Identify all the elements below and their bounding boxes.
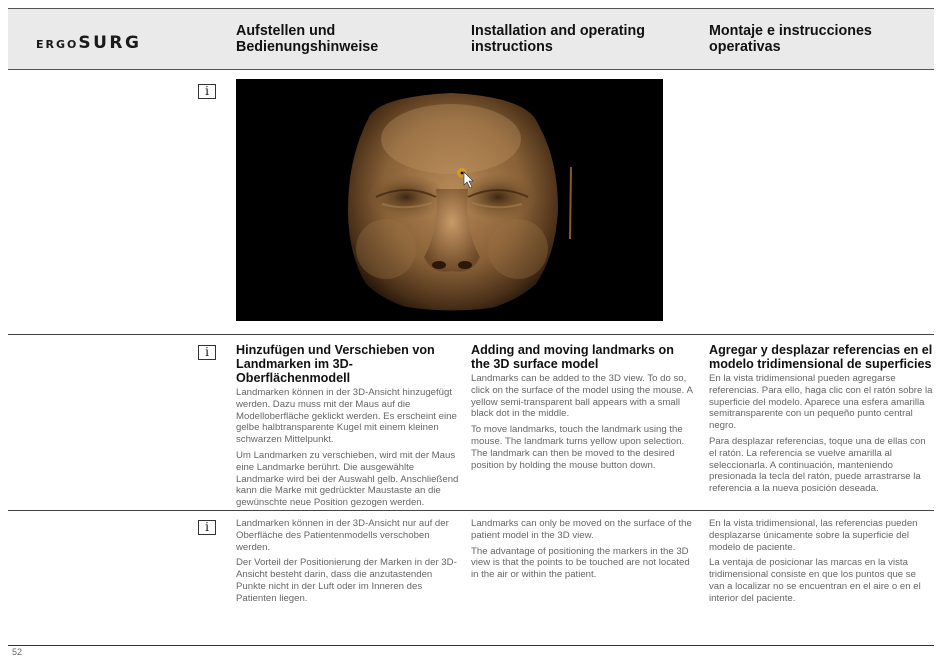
section-divider-2: [8, 510, 934, 511]
header-title-de: [236, 23, 378, 55]
section1-de-heading: [236, 343, 461, 385]
header-title-es-line2: operativas: [709, 39, 781, 55]
section1-en-paragraph-2: To move landmarks, touch the landmark using the mouse. The landmark turns yellow upon selection. The landmark can then be moved to the desired position by holding the mouse button down.: [471, 424, 685, 471]
ergosurg-logo: [36, 33, 141, 53]
header-title-de-line2: Bedienungshinweise: [236, 39, 379, 55]
3d-face-render: [236, 79, 663, 321]
section1-es-heading-line2: modelo tridimensional de superficies: [709, 357, 932, 371]
header-title-en: [471, 23, 645, 55]
logo-prefix: ERGO: [36, 38, 79, 51]
section2-en-paragraph-1: Landmarks can only be moved on the surface of the patient model in the 3D view.: [471, 518, 692, 541]
section-divider-1: [8, 334, 934, 335]
header-title-en-line2: instructions: [471, 39, 553, 55]
header-title-es: [709, 23, 872, 55]
section2-de-paragraph-2: Der Vorteil der Positionierung der Marken in der 3D-Ansicht besteht darin, dass die anzutastenden Punkte nicht in der Luft oder im Inneren des Patienten liegen.: [236, 557, 457, 604]
header-title-es-line1: Montaje e instrucciones: [709, 23, 872, 39]
info-icon: i: [198, 84, 216, 99]
section1-es: [709, 343, 934, 499]
logo-main: SURG: [78, 33, 142, 53]
section1-de-heading-line1: Hinzufügen und Verschieben von: [236, 343, 435, 357]
section1-en-heading-line2: the 3D surface model: [471, 357, 599, 371]
section1-de-paragraph-1: Landmarken können in der 3D-Ansicht hinzugefügt werden. Dazu muss mit der Maus auf die Modelloberfläche geklickt werden. Es erscheint eine gelbe halbtransparente Kugel mit einem kleinen schwarzen Mittelpunkt.: [236, 387, 457, 446]
section2-en-paragraph-2: The advantage of positioning the markers in the 3D view is that the points to be touched are not located in the air or within the patient.: [471, 545, 690, 581]
section1-es-paragraph-1: En la vista tridimensional pueden agregarse referencias. Para ello, haga clic con el ratón sobre la superficie del modelo. Aparece una esfera amarilla semitransparente con un pequeño punto central negro.: [709, 373, 933, 432]
section1-en-heading-line1: Adding and moving landmarks on: [471, 343, 674, 357]
section2-de: [236, 518, 461, 609]
section1-es-heading: [709, 343, 934, 371]
section1-de-heading-line2: Landmarken im 3D-Oberflächenmodell: [236, 357, 353, 385]
section2-es: [709, 518, 934, 609]
section1-es-paragraph-2: Para desplazar referencias, toque una de ellas con el ratón. La referencia se vuelve amarilla al seleccionarla. A continuación, manteniendo presionada la tecla del ratón, puede arrastrarse la referencia a la nueva posición deseada.: [709, 435, 926, 495]
section1-en-paragraph-1: Landmarks can be added to the 3D view. To do so, click on the surface of the model using the mouse. A yellow semi-transparent ball appears with a small black dot in the middle.: [471, 373, 693, 420]
section2-es-paragraph-2: La ventaja de posicionar las marcas en la vista tridimensional consiste en que los puntos que se van a localizar no se encuentran en el aire o en el interior del paciente.: [709, 557, 921, 604]
section1-es-heading-line1: Agregar y desplazar referencias en el: [709, 343, 933, 357]
section2-en: [471, 518, 696, 585]
section2-de-paragraph-1: Landmarken können in der 3D-Ansicht nur auf der Oberfläche des Patientenmodells verschoben werden.: [236, 518, 449, 553]
header-title-de-line1: Aufstellen und: [236, 23, 336, 39]
section1-de-paragraph-2: Um Landmarken zu verschieben, wird mit der Maus eine Landmarke berührt. Die ausgewählte Landmarke wird bei der Auswahl gelb. Anschließend kann die Marke mit gedrückter Maustaste an die gewünschte neue Position gezogen werden.: [236, 449, 459, 509]
header-title-en-line1: Installation and operating: [471, 23, 645, 39]
section1-de: [236, 343, 461, 513]
info-icon: i: [198, 345, 216, 360]
section2-es-paragraph-1: En la vista tridimensional, las referencias pueden desplazarse únicamente sobre la superficie del modelo de paciente.: [709, 518, 918, 553]
section1-en: [471, 343, 696, 475]
3d-face-model-image: [236, 79, 663, 321]
info-icon: i: [198, 520, 216, 535]
page-header: [8, 8, 934, 70]
section1-en-heading: [471, 343, 696, 371]
page-number: 52: [12, 647, 23, 657]
footer-divider: [8, 645, 934, 646]
